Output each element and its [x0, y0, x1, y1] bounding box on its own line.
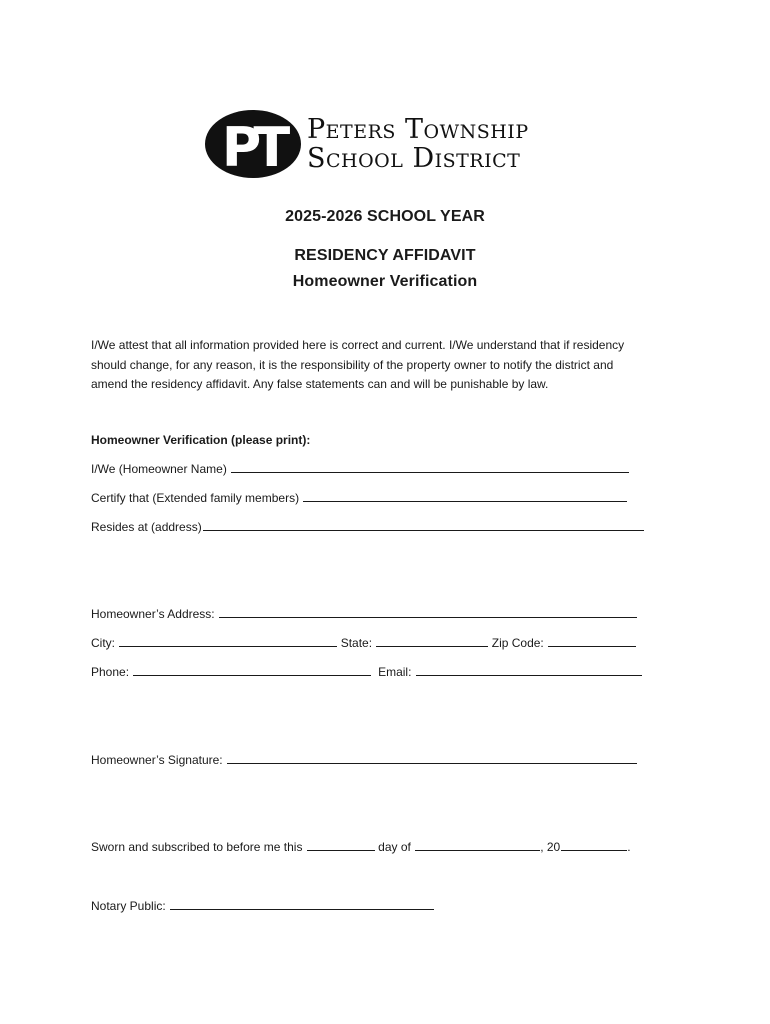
family-members-label: Certify that (Extended family members) — [91, 491, 300, 505]
zip-field[interactable] — [548, 635, 636, 647]
city-field[interactable] — [119, 635, 337, 647]
signature-label: Homeowner’s Signature: — [91, 753, 223, 767]
phone-label: Phone: — [91, 665, 130, 679]
city-label: City: — [91, 636, 115, 650]
signature-field[interactable] — [227, 752, 637, 764]
state-label: State: — [340, 636, 373, 650]
resides-at-label: Resides at (address) — [91, 520, 202, 534]
sworn-row — [91, 839, 631, 855]
homeowner-verification-heading: Homeowner Verification — [292, 273, 478, 290]
sworn-day-field[interactable] — [307, 839, 375, 851]
sworn-suffix: . — [627, 840, 631, 854]
affidavit-heading: RESIDENCY AFFIDAVIT — [294, 247, 476, 264]
zip-label: Zip Code: — [491, 636, 544, 650]
family-members-field[interactable] — [303, 490, 627, 502]
sworn-prefix: Sworn and subscribed to before me this — [91, 840, 303, 854]
homeowner-name-label: I/We (Homeowner Name) — [91, 462, 227, 476]
notary-label: Notary Public: — [91, 899, 166, 913]
sworn-year-field[interactable] — [561, 839, 627, 851]
signature-row — [91, 752, 637, 768]
email-label: Email: — [378, 665, 412, 679]
intro-line-3: amend the residency affidavit. Any false statements can and will be punishable by law. — [91, 377, 549, 391]
address-field[interactable] — [219, 606, 637, 618]
intro-line-2: should change, for any reason, it is the responsibility of the property owner to notify the district and — [91, 357, 614, 372]
phone-email-row — [91, 664, 642, 680]
intro-line-1: I/We attest that all information provided here is correct and current. I/We understand that if residency — [91, 338, 625, 352]
logo-monogram: PT — [221, 116, 283, 179]
intro-paragraph — [91, 336, 691, 395]
phone-field[interactable] — [133, 664, 371, 676]
homeowner-name-row — [91, 461, 629, 477]
logo-line1: Peters Township — [307, 114, 529, 145]
district-logo — [205, 108, 565, 180]
state-field[interactable] — [376, 635, 488, 647]
resides-at-field[interactable] — [203, 519, 644, 531]
address-label: Homeowner’s Address: — [91, 607, 215, 621]
family-members-row — [91, 490, 627, 506]
logo-line2: School District — [307, 143, 521, 174]
notary-field[interactable] — [170, 898, 434, 910]
sworn-month-field[interactable] — [415, 839, 540, 851]
homeowner-name-field[interactable] — [231, 461, 629, 473]
email-field[interactable] — [416, 664, 642, 676]
notary-row — [91, 898, 434, 914]
city-state-zip-row — [91, 635, 636, 651]
sworn-year-prefix: , 20 — [540, 840, 561, 854]
section-heading: Homeowner Verification (please print): — [91, 433, 311, 447]
resides-at-row — [91, 519, 644, 535]
address-row — [91, 606, 637, 622]
sworn-day-of: day of — [378, 840, 411, 854]
school-year-heading: 2025-2026 SCHOOL YEAR — [285, 208, 485, 225]
